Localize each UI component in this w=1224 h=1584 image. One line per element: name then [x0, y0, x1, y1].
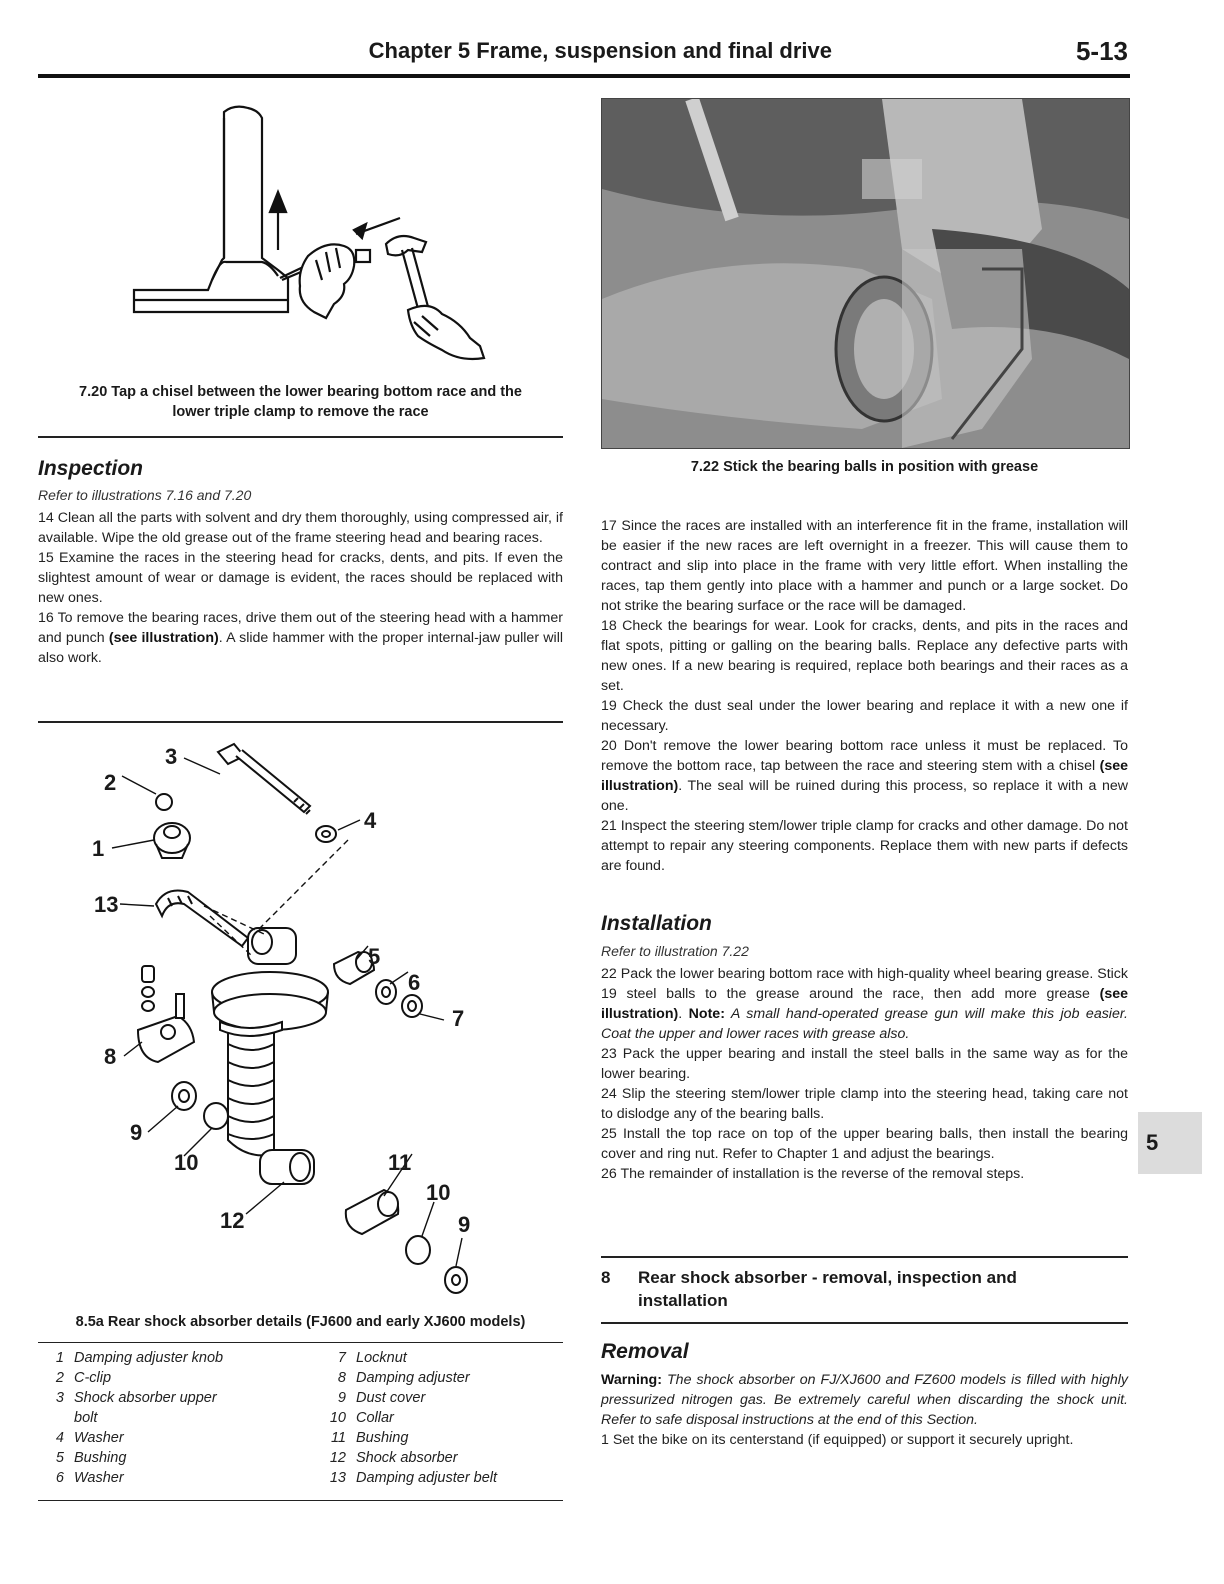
figure-7-22-caption: 7.22 Stick the bearing balls in position with grease: [690, 459, 1039, 475]
legend-item: 6 Washer: [55, 1470, 124, 1486]
installation-ref: Refer to illustration 7.22: [601, 943, 749, 959]
legend-item: 9 Dust cover: [337, 1390, 426, 1406]
paragraph-1: 1 Set the bike on its centerstand (if equipped) or support it securely upright.: [601, 1432, 1074, 1448]
paragraph-15: 15 Examine the races in the steering head for cracks, dents, and pits. If even the slightest amount of wear or damage is evident, the races should be replaced with new ones.: [38, 550, 563, 606]
callout-2: 2: [104, 770, 117, 795]
callout-5: 5: [368, 944, 381, 969]
paragraph-20: [601, 736, 1128, 816]
removal-body: [601, 1370, 1128, 1450]
callout-6: 6: [408, 970, 421, 995]
section-8-number: 8: [601, 1268, 611, 1287]
legend-item: 4 Washer: [55, 1430, 124, 1446]
legend-item: 2 C-clip: [55, 1370, 112, 1386]
callout-4: 4: [364, 808, 377, 833]
paragraph-23: 23 Pack the upper bearing and install the steel balls in the same way as for the lower bearing.: [601, 1046, 1128, 1082]
paragraph-21: 21 Inspect the steering stem/lower triple clamp for cracks and other damage. Do not attempt to repair any steering components. Replace them with new parts if defects are found.: [601, 818, 1128, 874]
figure-8-5a-diagram: [38, 730, 563, 1300]
installation-heading: Installation: [601, 912, 712, 935]
legend-item: 12 Shock absorber: [329, 1450, 458, 1466]
illustration-ref: (see illustration): [601, 986, 1128, 1022]
illustration-ref: (see illustration): [108, 630, 219, 646]
legend-item: 11 Bushing: [330, 1430, 409, 1446]
paragraph-16: [38, 608, 563, 668]
section-rule: [38, 436, 563, 438]
legend-item: 3 Shock absorber upper: [55, 1390, 217, 1406]
callout-8: 8: [104, 1044, 117, 1069]
inspection-body: [38, 508, 563, 668]
legend-right: [322, 1348, 562, 1488]
callout-10-right: 10: [426, 1180, 451, 1205]
page-number: 5-13: [1075, 36, 1128, 66]
paragraph-26: 26 The remainder of installation is the reverse of the removal steps.: [601, 1166, 1025, 1182]
legend-left: [40, 1348, 310, 1488]
callout-9-right: 9: [458, 1212, 471, 1237]
text: . A slide hammer with the proper internal-jaw puller will also work.: [38, 630, 563, 666]
note-label: Note:: [688, 1006, 725, 1022]
figure-7-20-caption: [38, 382, 563, 422]
legend-item: bolt: [74, 1410, 98, 1426]
title-line: installation: [638, 1291, 728, 1310]
section-rule: [38, 721, 563, 723]
legend-rule: [38, 1342, 563, 1343]
right-column-body: [601, 516, 1128, 876]
warning-text: The shock absorber on FJ/XJ600 and FZ600 models is filled with highly pressurized nitrogen gas. Be extremely careful when discarding the shock unit. Refer to safe disposal instructions at the end of this Section.: [601, 1372, 1128, 1428]
warning-label: Warning:: [601, 1372, 662, 1388]
chapter-title: Chapter 5 Frame, suspension and final drive: [368, 38, 832, 63]
section-8-title: [638, 1266, 1118, 1312]
inspection-heading: Inspection: [38, 457, 144, 480]
figure-8-5a-caption: 8.5a Rear shock absorber details (FJ600 and early XJ600 models): [75, 1314, 526, 1330]
text: 16 To remove the bearing races, drive them out of the steering head with a hammer and punch: [38, 610, 563, 646]
removal-heading: Removal: [601, 1340, 689, 1363]
header-rule: [38, 74, 1130, 78]
text: .: [678, 1006, 689, 1022]
paragraph-18: 18 Check the bearings for wear. Look for cracks, dents, and pits in the races and flat spots, pitting or galling on the bearing balls. Replace any defective parts with new ones. If a new bearing is required, replace both bearings and their races as a set.: [601, 618, 1128, 694]
title-line: Rear shock absorber - removal, inspection and: [638, 1268, 1017, 1287]
note-text: A small hand-operated grease gun will make this job easier. Coat the upper and lower races with grease also.: [601, 1006, 1128, 1042]
installation-body: [601, 964, 1128, 1184]
legend-item: 13 Damping adjuster belt: [329, 1470, 498, 1486]
callout-9: 9: [130, 1120, 143, 1145]
inspection-ref: Refer to illustrations 7.16 and 7.20: [38, 487, 252, 503]
paragraph-14: 14 Clean all the parts with solvent and dry them thoroughly, using compressed air, if available. Wipe the old grease out of the frame steering head and bearing races.: [38, 510, 563, 546]
section-rule: [601, 1256, 1128, 1258]
paragraph-19: 19 Check the dust seal under the lower bearing and replace it with a new one if necessary.: [601, 698, 1128, 734]
callout-12: 12: [220, 1208, 245, 1233]
paragraph-24: 24 Slip the steering stem/lower triple clamp into the steering head, taking care not to dislodge any of the bearing balls.: [601, 1086, 1128, 1122]
legend-item: 8 Damping adjuster: [337, 1370, 470, 1386]
legend-item: 5 Bushing: [55, 1450, 127, 1466]
paragraph-25: 25 Install the top race on top of the upper bearing balls, then install the bearing cover and ring nut. Refer to Chapter 1 and adjust the bearings.: [601, 1126, 1128, 1162]
figure-7-20-illustration: [130, 100, 490, 370]
text: 20 Don't remove the lower bearing bottom race unless it must be replaced. To remove the bottom race, tap between the race and steering stem with a chisel: [601, 738, 1128, 774]
legend-item: 1 Damping adjuster knob: [55, 1350, 224, 1366]
callout-10: 10: [174, 1150, 199, 1175]
legend-item: 7 Locknut: [337, 1350, 407, 1366]
text: . The seal will be ruined during this process, so replace it with a new one.: [601, 778, 1128, 814]
callout-11: 11: [388, 1150, 412, 1175]
callout-7: 7: [452, 1006, 465, 1031]
figure-7-22-photo: [601, 98, 1130, 449]
paragraph-17: 17 Since the races are installed with an interference fit in the frame, installation will be easier if the new races are left overnight in a freezer. This will cause them to contract and slip into place in the frame with very little effort. When installing the races, tap them gently into place with a hammer and punch or a large socket. Do not strike the bearing surface or the race will be damaged.: [601, 518, 1128, 614]
callout-3: 3: [165, 744, 178, 769]
warning-paragraph: [601, 1370, 1128, 1430]
legend-bottom-rule: [38, 1500, 563, 1501]
callout-13: 13: [94, 892, 119, 917]
illustration-ref: (see illustration): [601, 758, 1128, 794]
caption-line: 7.20 Tap a chisel between the lower bearing bottom race and the: [79, 384, 522, 400]
callout-1: 1: [92, 836, 105, 861]
legend-item: 10 Collar: [329, 1410, 394, 1426]
caption-line: lower triple clamp to remove the race: [172, 404, 429, 420]
text: 22 Pack the lower bearing bottom race with high-quality wheel bearing grease. Stick 19 steel balls to the grease around the race, then add more grease: [601, 966, 1128, 1002]
section-rule: [601, 1322, 1128, 1324]
paragraph-22: [601, 964, 1128, 1044]
chapter-tab: 5: [1138, 1112, 1202, 1174]
photo-rendering: [602, 99, 1129, 448]
